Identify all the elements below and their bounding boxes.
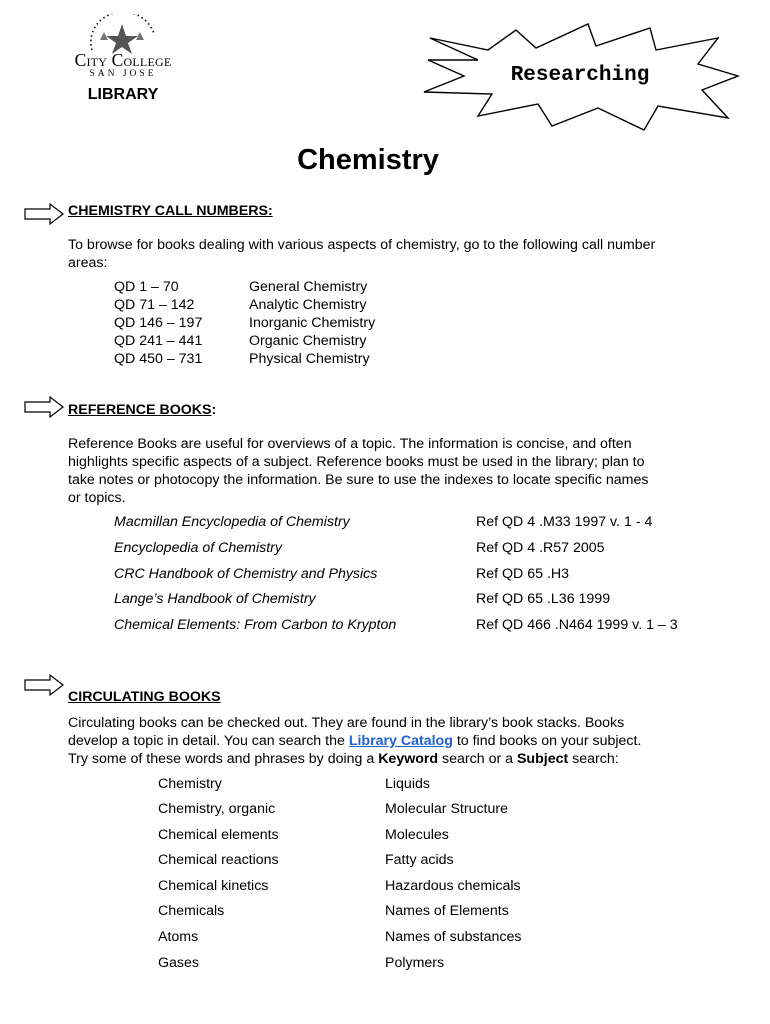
search-term: Chemicals (158, 903, 225, 919)
call-subject: Inorganic Chemistry (249, 315, 376, 331)
search-term: Fatty acids (385, 852, 454, 868)
text-span: search: (568, 751, 619, 767)
arrow-right-icon (24, 203, 64, 225)
circulating-description (68, 714, 708, 768)
reference-heading-wrap (68, 402, 216, 418)
reference-book-title: CRC Handbook of Chemistry and Physics (114, 566, 378, 582)
reference-book-title: Macmillan Encyclopedia of Chemistry (114, 514, 350, 530)
call-subject: Analytic Chemistry (249, 297, 367, 313)
reference-book-call: Ref QD 4 .M33 1997 v. 1 - 4 (476, 514, 653, 530)
call-range: QD 71 – 142 (114, 297, 195, 313)
arrow-right-icon (24, 396, 64, 418)
search-term: Gases (158, 955, 200, 971)
call-subject: Physical Chemistry (249, 351, 370, 367)
call-range: QD 146 – 197 (114, 315, 203, 331)
circulating-line (68, 750, 708, 768)
call-range: QD 450 – 731 (114, 351, 203, 367)
reference-line: highlights specific aspects of a subject. Reference books must be used in the library; plan to (68, 454, 645, 470)
call-range: QD 1 – 70 (114, 279, 179, 295)
search-term: Chemical elements (158, 827, 279, 843)
keyword-term: Keyword (378, 751, 439, 767)
search-term: Liquids (385, 776, 430, 792)
search-term: Polymers (385, 955, 445, 971)
call-subject: General Chemistry (249, 279, 368, 295)
reference-colon: : (211, 402, 217, 418)
text-span: develop a topic in detail. You can search the (68, 733, 349, 749)
search-term: Molecules (385, 827, 449, 843)
search-term: Chemistry (158, 776, 222, 792)
page-title: Chemistry (297, 144, 439, 176)
text-span: search or a (438, 751, 517, 767)
reference-line: Reference Books are useful for overviews of a topic. The information is concise, and often (68, 436, 632, 452)
call-numbers-intro (68, 236, 708, 272)
call-numbers-heading: CHEMISTRY CALL NUMBERS: (68, 203, 273, 219)
reference-book-call: Ref QD 65 .L36 1999 (476, 591, 611, 607)
search-term: Chemical kinetics (158, 878, 269, 894)
reference-book-title: Chemical Elements: From Carbon to Krypton (114, 617, 397, 633)
reference-book-title: Lange’s Handbook of Chemistry (114, 591, 316, 607)
search-term: Molecular Structure (385, 801, 509, 817)
reference-book-title: Encyclopedia of Chemistry (114, 540, 282, 556)
reference-line: or topics. (68, 490, 126, 506)
reference-description (68, 435, 708, 507)
search-term: Hazardous chemicals (385, 878, 521, 894)
reference-heading: REFERENCE BOOKS (68, 402, 212, 418)
search-term: Chemical reactions (158, 852, 279, 868)
circulating-line: Circulating books can be checked out. They are found in the library’s book stacks. Books (68, 715, 625, 731)
reference-book-call: Ref QD 4 .R57 2005 (476, 540, 605, 556)
circulating-heading: CIRCULATING BOOKS (68, 689, 221, 705)
researching-badge: Researching (510, 64, 650, 87)
search-term: Atoms (158, 929, 199, 945)
reference-book-call: Ref QD 466 .N464 1999 v. 1 – 3 (476, 617, 678, 633)
library-label: LIBRARY (87, 86, 159, 103)
search-term: Chemistry, organic (158, 801, 276, 817)
search-term: Names of Elements (385, 903, 509, 919)
college-city: SAN JOSE (89, 69, 157, 79)
circulating-line (68, 732, 708, 750)
reference-line: take notes or photocopy the information. Be sure to use the indexes to locate specific names (68, 472, 649, 488)
text-span: Try some of these words and phrases by doing a (68, 751, 379, 767)
college-name: City College (74, 50, 172, 70)
arrow-right-icon (24, 674, 64, 696)
intro-line: areas: (68, 255, 108, 271)
call-range: QD 241 – 441 (114, 333, 203, 349)
college-logo-icon (62, 14, 182, 54)
subject-term: Subject (516, 751, 569, 767)
reference-book-call: Ref QD 65 .H3 (476, 566, 570, 582)
search-term: Names of substances (385, 929, 522, 945)
text-span: to find books on your subject. (452, 733, 642, 749)
intro-line: To browse for books dealing with various aspects of chemistry, go to the following call number (68, 237, 656, 253)
library-catalog-link[interactable]: Library Catalog (348, 733, 453, 749)
call-subject: Organic Chemistry (249, 333, 367, 349)
